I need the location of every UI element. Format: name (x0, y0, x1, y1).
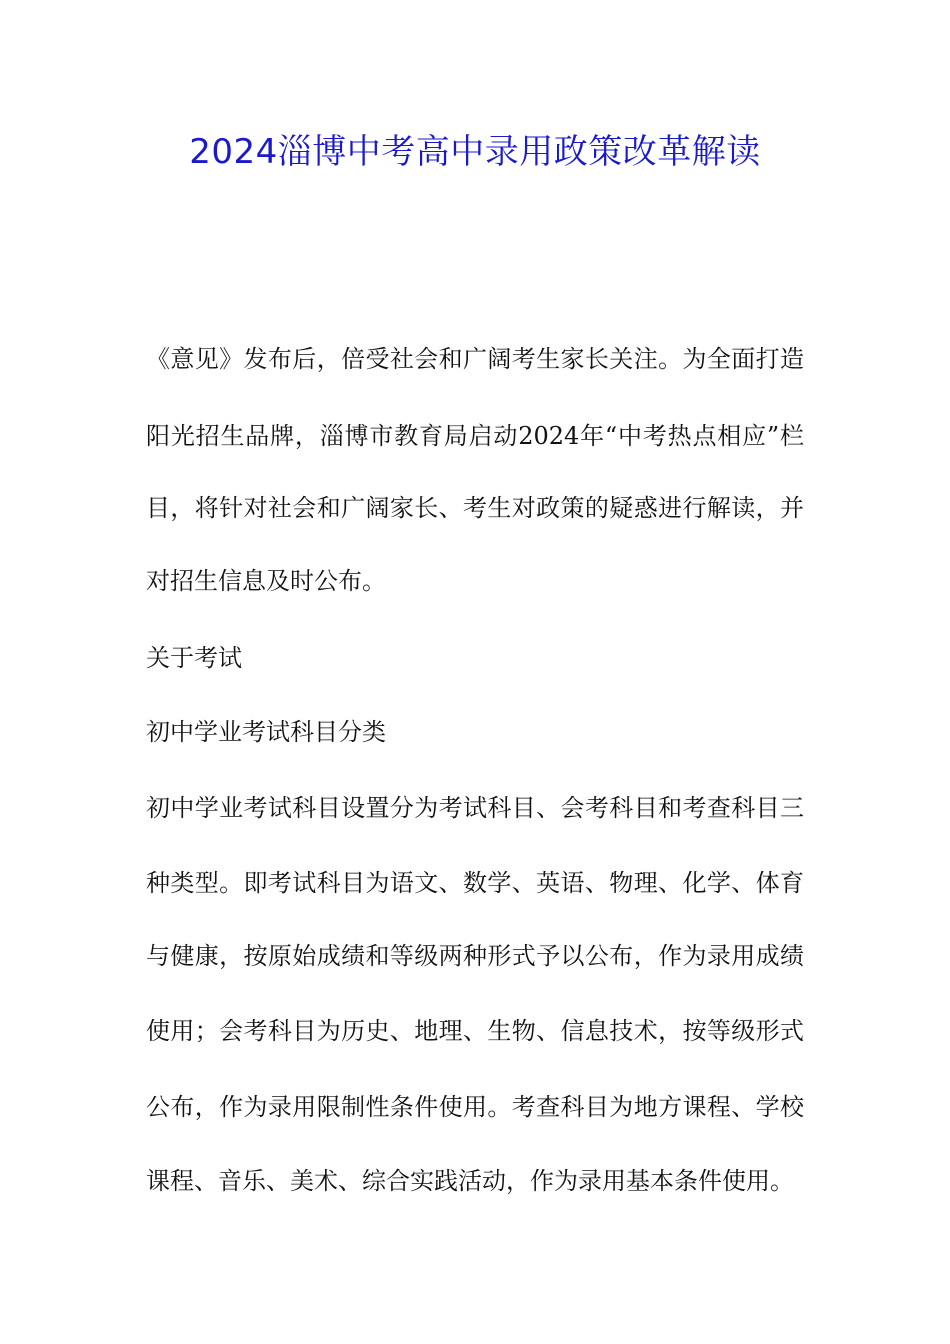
document-title: 2024淄博中考高中录用政策改革解读 (189, 132, 761, 172)
paragraph-line: 公布，作为录用限制性条件使用。考查科目为地方课程、学校 (146, 1093, 804, 1121)
paragraph-line: 课程、音乐、美术、综合实践活动，作为录用基本条件使用。 (146, 1167, 794, 1195)
paragraph-line: 《意见》发布后，倍受社会和广阔考生家长关注。为全面打造 (146, 345, 804, 373)
paragraph-line: 使用；会考科目为历史、地理、生物、信息技术，按等级形式 (146, 1017, 804, 1045)
section-heading: 关于考试 (146, 644, 242, 672)
paragraph-line: 与健康，按原始成绩和等级两种形式予以公布，作为录用成绩 (146, 942, 804, 970)
subsection-heading: 初中学业考试科目分类 (146, 718, 386, 746)
paragraph-line: 种类型。即考试科目为语文、数学、英语、物理、化学、体育 (146, 869, 804, 897)
paragraph-line: 目，将针对社会和广阔家长、考生对政策的疑惑进行解读，并 (146, 494, 804, 522)
paragraph-line: 初中学业考试科目设置分为考试科目、会考科目和考查科目三 (146, 794, 804, 822)
paragraph-line: 对招生信息及时公布。 (146, 567, 386, 595)
paragraph-line: 阳光招生品牌，淄博市教育局启动2024年“中考热点相应”栏 (146, 422, 804, 450)
